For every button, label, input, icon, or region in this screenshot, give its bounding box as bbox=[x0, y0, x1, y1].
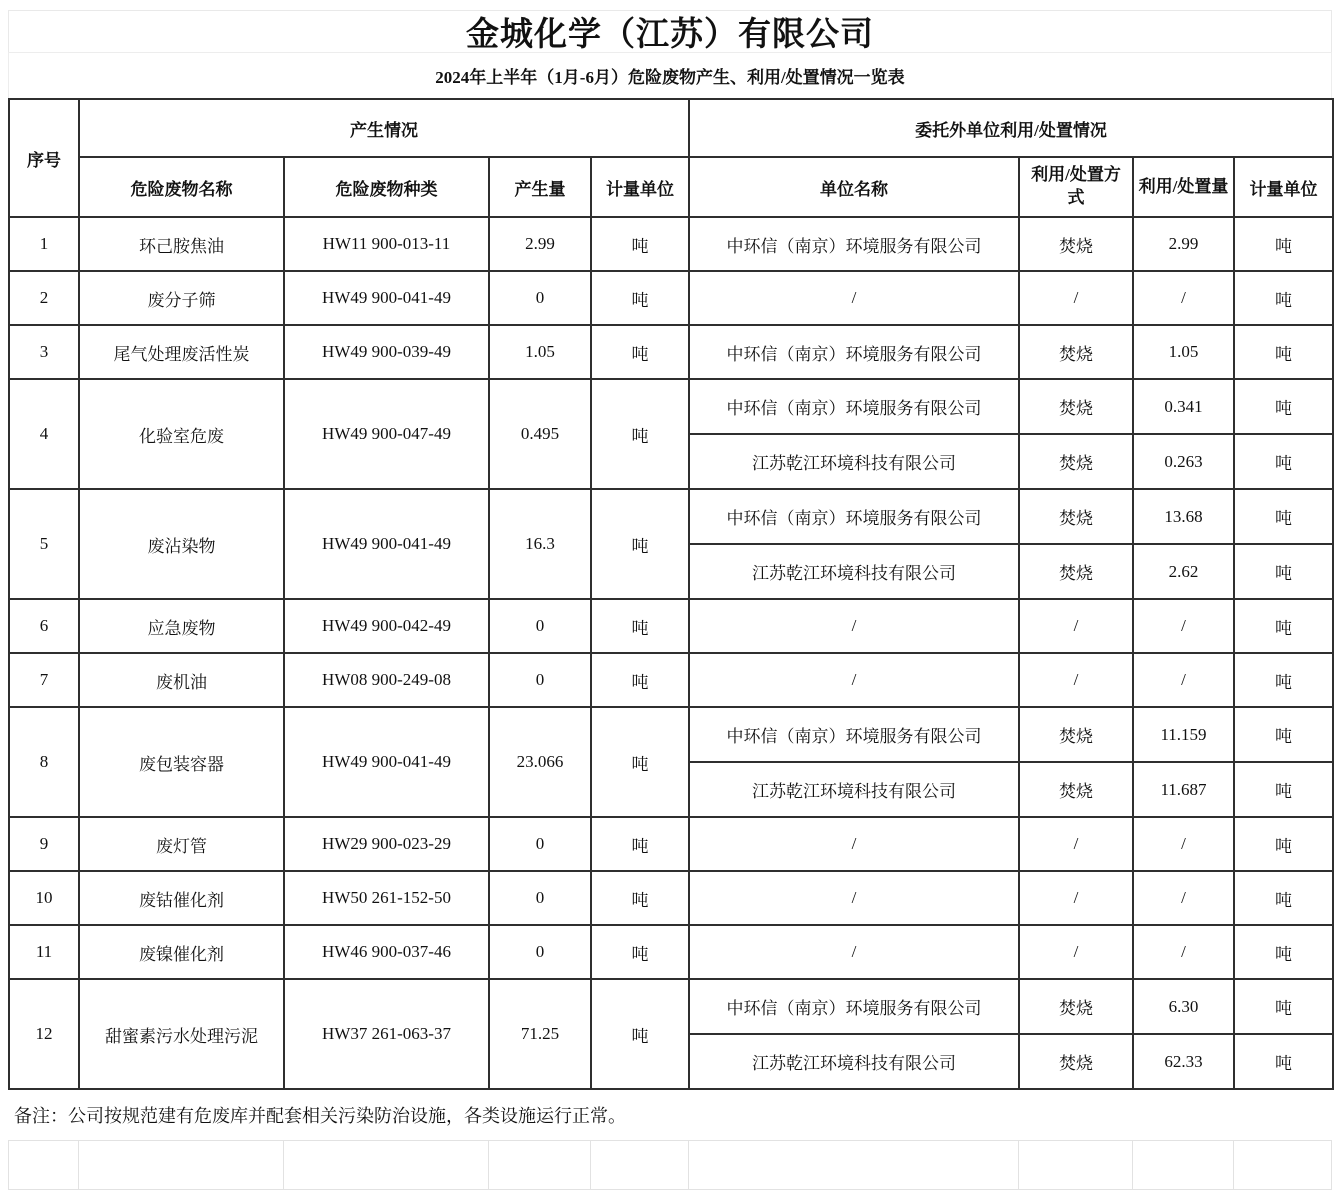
cell-disposal-qty: / bbox=[1133, 599, 1234, 653]
cell-disposal-unit: 吨 bbox=[1234, 271, 1333, 325]
cell-waste-name: 应急废物 bbox=[79, 599, 284, 653]
cell-method: 焚烧 bbox=[1019, 217, 1133, 271]
cell-method: / bbox=[1019, 599, 1133, 653]
cell-disposal-unit: 吨 bbox=[1234, 817, 1333, 871]
cell-unit: 吨 bbox=[591, 489, 689, 599]
cell-waste-name: 化验室危废 bbox=[79, 379, 284, 489]
empty-cell bbox=[1233, 1141, 1332, 1189]
cell-waste-name: 废灯管 bbox=[79, 817, 284, 871]
cell-waste-name: 废镍催化剂 bbox=[79, 925, 284, 979]
cell-company: 中环信（南京）环境服务有限公司 bbox=[689, 325, 1019, 379]
cell-production-qty: 0 bbox=[489, 271, 591, 325]
cell-disposal-qty: 2.99 bbox=[1133, 217, 1234, 271]
cell-method: / bbox=[1019, 817, 1133, 871]
cell-index: 12 bbox=[9, 979, 79, 1089]
empty-cell bbox=[590, 1141, 688, 1189]
cell-company: / bbox=[689, 817, 1019, 871]
cell-index: 5 bbox=[9, 489, 79, 599]
cell-waste-type: HW08 900-249-08 bbox=[284, 653, 489, 707]
cell-index: 1 bbox=[9, 217, 79, 271]
cell-production-qty: 0 bbox=[489, 599, 591, 653]
cell-disposal-unit: 吨 bbox=[1234, 653, 1333, 707]
cell-waste-name: 环己胺焦油 bbox=[79, 217, 284, 271]
cell-unit: 吨 bbox=[591, 325, 689, 379]
cell-method: / bbox=[1019, 925, 1133, 979]
empty-cell bbox=[78, 1141, 283, 1189]
header-columns-row bbox=[9, 157, 1333, 217]
cell-disposal-unit: 吨 bbox=[1234, 599, 1333, 653]
col-header-company: 单位名称 bbox=[689, 157, 1019, 217]
cell-method: / bbox=[1019, 271, 1133, 325]
cell-method: 焚烧 bbox=[1019, 979, 1133, 1034]
cell-disposal-unit: 吨 bbox=[1234, 325, 1333, 379]
cell-method: 焚烧 bbox=[1019, 1034, 1133, 1089]
hazardous-waste-table bbox=[8, 98, 1334, 1090]
cell-waste-type: HW49 900-041-49 bbox=[284, 271, 489, 325]
cell-index: 4 bbox=[9, 379, 79, 489]
cell-disposal-qty: 2.62 bbox=[1133, 544, 1234, 599]
company-title: 金城化学（江苏）有限公司 bbox=[8, 10, 1332, 52]
cell-disposal-unit: 吨 bbox=[1234, 379, 1333, 434]
cell-waste-type: HW49 900-042-49 bbox=[284, 599, 489, 653]
cell-waste-name: 尾气处理废活性炭 bbox=[79, 325, 284, 379]
col-header-disposal-unit: 计量单位 bbox=[1234, 157, 1333, 217]
col-header-production-qty: 产生量 bbox=[489, 157, 591, 217]
cell-method: 焚烧 bbox=[1019, 544, 1133, 599]
cell-disposal-qty: 11.687 bbox=[1133, 762, 1234, 817]
cell-disposal-unit: 吨 bbox=[1234, 979, 1333, 1034]
cell-company: / bbox=[689, 925, 1019, 979]
table-row bbox=[9, 599, 1333, 653]
cell-index: 3 bbox=[9, 325, 79, 379]
cell-method: 焚烧 bbox=[1019, 379, 1133, 434]
cell-index: 7 bbox=[9, 653, 79, 707]
table-row bbox=[9, 979, 1333, 1034]
cell-index: 9 bbox=[9, 817, 79, 871]
empty-cell bbox=[488, 1141, 590, 1189]
cell-company: / bbox=[689, 599, 1019, 653]
col-header-waste-name: 危险废物名称 bbox=[79, 157, 284, 217]
col-header-disposal-method bbox=[1019, 157, 1133, 217]
cell-company: 江苏乾江环境科技有限公司 bbox=[689, 434, 1019, 489]
cell-company: 中环信（南京）环境服务有限公司 bbox=[689, 217, 1019, 271]
table-row bbox=[9, 271, 1333, 325]
cell-waste-name: 废分子筛 bbox=[79, 271, 284, 325]
cell-company: / bbox=[689, 653, 1019, 707]
col-header-index: 序号 bbox=[9, 99, 79, 217]
table-row bbox=[9, 217, 1333, 271]
cell-disposal-qty: 1.05 bbox=[1133, 325, 1234, 379]
cell-disposal-qty: 6.30 bbox=[1133, 979, 1234, 1034]
table-row bbox=[9, 653, 1333, 707]
cell-method: / bbox=[1019, 871, 1133, 925]
cell-unit: 吨 bbox=[591, 707, 689, 817]
cell-disposal-qty: 11.159 bbox=[1133, 707, 1234, 762]
cell-unit: 吨 bbox=[591, 653, 689, 707]
cell-method: 焚烧 bbox=[1019, 325, 1133, 379]
cell-method: 焚烧 bbox=[1019, 762, 1133, 817]
cell-waste-type: HW37 261-063-37 bbox=[284, 979, 489, 1089]
cell-waste-name: 废机油 bbox=[79, 653, 284, 707]
cell-production-qty: 71.25 bbox=[489, 979, 591, 1089]
table-row bbox=[9, 325, 1333, 379]
cell-method: 焚烧 bbox=[1019, 489, 1133, 544]
cell-disposal-unit: 吨 bbox=[1234, 1034, 1333, 1089]
cell-disposal-qty: 0.341 bbox=[1133, 379, 1234, 434]
cell-disposal-qty: / bbox=[1133, 871, 1234, 925]
table-row bbox=[9, 925, 1333, 979]
empty-spreadsheet-row bbox=[8, 1140, 1332, 1190]
cell-company: 中环信（南京）环境服务有限公司 bbox=[689, 979, 1019, 1034]
cell-waste-type: HW50 261-152-50 bbox=[284, 871, 489, 925]
cell-waste-name: 甜蜜素污水处理污泥 bbox=[79, 979, 284, 1089]
cell-waste-type: HW49 900-047-49 bbox=[284, 379, 489, 489]
empty-cell bbox=[8, 1141, 78, 1189]
cell-disposal-unit: 吨 bbox=[1234, 434, 1333, 489]
cell-waste-type: HW49 900-041-49 bbox=[284, 707, 489, 817]
cell-unit: 吨 bbox=[591, 379, 689, 489]
cell-waste-name: 废沾染物 bbox=[79, 489, 284, 599]
cell-company: 中环信（南京）环境服务有限公司 bbox=[689, 707, 1019, 762]
cell-method: 焚烧 bbox=[1019, 434, 1133, 489]
cell-waste-name: 废包装容器 bbox=[79, 707, 284, 817]
cell-unit: 吨 bbox=[591, 925, 689, 979]
empty-cell bbox=[688, 1141, 1018, 1189]
cell-index: 10 bbox=[9, 871, 79, 925]
cell-production-qty: 0 bbox=[489, 925, 591, 979]
cell-disposal-qty: / bbox=[1133, 653, 1234, 707]
cell-disposal-unit: 吨 bbox=[1234, 762, 1333, 817]
cell-disposal-unit: 吨 bbox=[1234, 707, 1333, 762]
cell-disposal-unit: 吨 bbox=[1234, 925, 1333, 979]
cell-waste-type: HW11 900-013-11 bbox=[284, 217, 489, 271]
cell-waste-name: 废钴催化剂 bbox=[79, 871, 284, 925]
cell-disposal-unit: 吨 bbox=[1234, 217, 1333, 271]
empty-cell bbox=[283, 1141, 488, 1189]
cell-production-qty: 0 bbox=[489, 817, 591, 871]
cell-production-qty: 16.3 bbox=[489, 489, 591, 599]
cell-production-qty: 0.495 bbox=[489, 379, 591, 489]
cell-production-qty: 2.99 bbox=[489, 217, 591, 271]
cell-waste-type: HW49 900-039-49 bbox=[284, 325, 489, 379]
cell-production-qty: 0 bbox=[489, 871, 591, 925]
cell-disposal-qty: 0.263 bbox=[1133, 434, 1234, 489]
table-row bbox=[9, 871, 1333, 925]
cell-waste-type: HW29 900-023-29 bbox=[284, 817, 489, 871]
cell-production-qty: 1.05 bbox=[489, 325, 591, 379]
col-header-disposal-qty-label: 利用/处置量 bbox=[1138, 176, 1229, 196]
cell-disposal-qty: / bbox=[1133, 817, 1234, 871]
col-group-production: 产生情况 bbox=[79, 99, 689, 157]
cell-production-qty: 0 bbox=[489, 653, 591, 707]
empty-cell bbox=[1132, 1141, 1233, 1189]
table-row bbox=[9, 489, 1333, 544]
cell-method: 焚烧 bbox=[1019, 707, 1133, 762]
cell-unit: 吨 bbox=[591, 817, 689, 871]
cell-index: 2 bbox=[9, 271, 79, 325]
cell-method: / bbox=[1019, 653, 1133, 707]
cell-waste-type: HW46 900-037-46 bbox=[284, 925, 489, 979]
cell-disposal-unit: 吨 bbox=[1234, 489, 1333, 544]
header-group-row bbox=[9, 99, 1333, 157]
cell-disposal-qty: / bbox=[1133, 925, 1234, 979]
col-header-disposal-qty bbox=[1133, 157, 1234, 217]
cell-disposal-unit: 吨 bbox=[1234, 871, 1333, 925]
cell-company: 江苏乾江环境科技有限公司 bbox=[689, 1034, 1019, 1089]
cell-index: 8 bbox=[9, 707, 79, 817]
cell-index: 11 bbox=[9, 925, 79, 979]
cell-unit: 吨 bbox=[591, 271, 689, 325]
cell-company: / bbox=[689, 271, 1019, 325]
cell-disposal-unit: 吨 bbox=[1234, 544, 1333, 599]
empty-cell bbox=[1018, 1141, 1132, 1189]
cell-disposal-qty: 13.68 bbox=[1133, 489, 1234, 544]
table-row bbox=[9, 379, 1333, 434]
col-header-unit: 计量单位 bbox=[591, 157, 689, 217]
cell-company: / bbox=[689, 871, 1019, 925]
cell-disposal-qty: / bbox=[1133, 271, 1234, 325]
table-row bbox=[9, 817, 1333, 871]
cell-company: 江苏乾江环境科技有限公司 bbox=[689, 544, 1019, 599]
cell-company: 中环信（南京）环境服务有限公司 bbox=[689, 489, 1019, 544]
report-subtitle: 2024年上半年（1月-6月）危险废物产生、利用/处置情况一览表 bbox=[8, 52, 1332, 99]
col-header-disposal-method-label: 利用/处置方式 bbox=[1031, 165, 1121, 207]
cell-unit: 吨 bbox=[591, 871, 689, 925]
cell-unit: 吨 bbox=[591, 599, 689, 653]
table-row bbox=[9, 707, 1333, 762]
col-header-waste-type: 危险废物种类 bbox=[284, 157, 489, 217]
cell-unit: 吨 bbox=[591, 217, 689, 271]
cell-index: 6 bbox=[9, 599, 79, 653]
cell-unit: 吨 bbox=[591, 979, 689, 1089]
cell-waste-type: HW49 900-041-49 bbox=[284, 489, 489, 599]
cell-disposal-qty: 62.33 bbox=[1133, 1034, 1234, 1089]
cell-company: 江苏乾江环境科技有限公司 bbox=[689, 762, 1019, 817]
cell-production-qty: 23.066 bbox=[489, 707, 591, 817]
col-group-disposal: 委托外单位利用/处置情况 bbox=[689, 99, 1333, 157]
cell-company: 中环信（南京）环境服务有限公司 bbox=[689, 379, 1019, 434]
remarks-note: 备注：公司按规范建有危废库并配套相关污染防治设施，各类设施运行正常。 bbox=[14, 1106, 626, 1126]
